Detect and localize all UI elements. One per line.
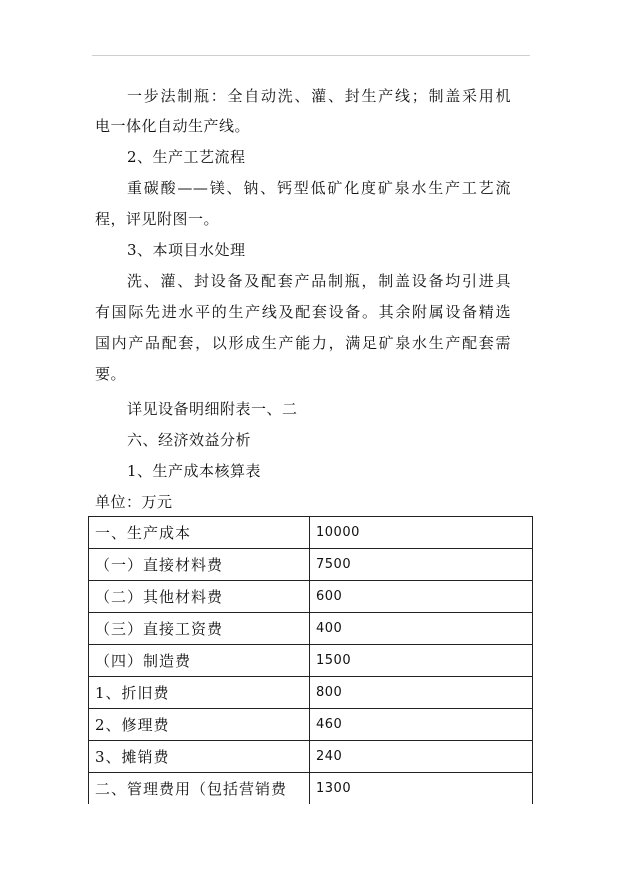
value-cell: 1300 (310, 773, 533, 805)
paragraph-line: 一步法制瓶：全自动洗、灌、封生产线；制盖采用机 (127, 87, 511, 105)
item-cell: 2、修理费 (89, 709, 310, 741)
table-row (89, 709, 533, 741)
paragraph-line: 电一体化自动生产线。 (95, 117, 251, 135)
value-cell: 460 (310, 709, 533, 741)
header-rule (92, 55, 530, 56)
table-row (89, 581, 533, 613)
table-row (89, 677, 533, 709)
paragraph-line: 程，评见附图一。 (95, 210, 220, 228)
item-cell: 3、摊销费 (89, 741, 310, 773)
table-title: 1、生产成本核算表 (127, 462, 262, 480)
table-row (89, 741, 533, 773)
item-cell: 1、折旧费 (89, 677, 310, 709)
value-cell: 10000 (310, 517, 533, 549)
item-cell: （二）其他材料费 (89, 581, 310, 613)
table-row (89, 613, 533, 645)
value-cell: 400 (310, 613, 533, 645)
value-cell: 800 (310, 677, 533, 709)
table-row (89, 549, 533, 581)
item-cell: （三）直接工资费 (89, 613, 310, 645)
table-row (89, 645, 533, 677)
paragraph-line: 详见设备明细附表一、二 (127, 400, 298, 418)
paragraph-line: 要。 (95, 365, 127, 383)
value-cell: 600 (310, 581, 533, 613)
section-heading: 3、本项目水处理 (127, 241, 246, 259)
table-row (89, 773, 533, 805)
paragraph-line: 有国际先进水平的生产线及配套设备。其余附属设备精选 (95, 303, 511, 321)
paragraph-line: 重碳酸——镁、钠、钙型低矿化度矿泉水生产工艺流 (127, 179, 511, 197)
value-cell: 7500 (310, 549, 533, 581)
paragraph-line: 洗、灌、封设备及配套产品制瓶，制盖设备均引进具 (127, 272, 511, 290)
item-cell: 一、生产成本 (89, 517, 310, 549)
item-cell: （一）直接材料费 (89, 549, 310, 581)
paragraph-line: 国内产品配套，以形成生产能力，满足矿泉水生产配套需 (95, 334, 511, 352)
section-heading: 六、经济效益分析 (127, 431, 252, 449)
item-cell: 二、管理费用（包括营销费 (89, 773, 310, 805)
value-cell: 240 (310, 741, 533, 773)
item-cell: （四）制造费 (89, 645, 310, 677)
unit-label: 单位：万元 (95, 493, 173, 511)
section-heading: 2、生产工艺流程 (127, 148, 246, 166)
cost-table (88, 516, 533, 804)
value-cell: 1500 (310, 645, 533, 677)
table-row (89, 517, 533, 549)
